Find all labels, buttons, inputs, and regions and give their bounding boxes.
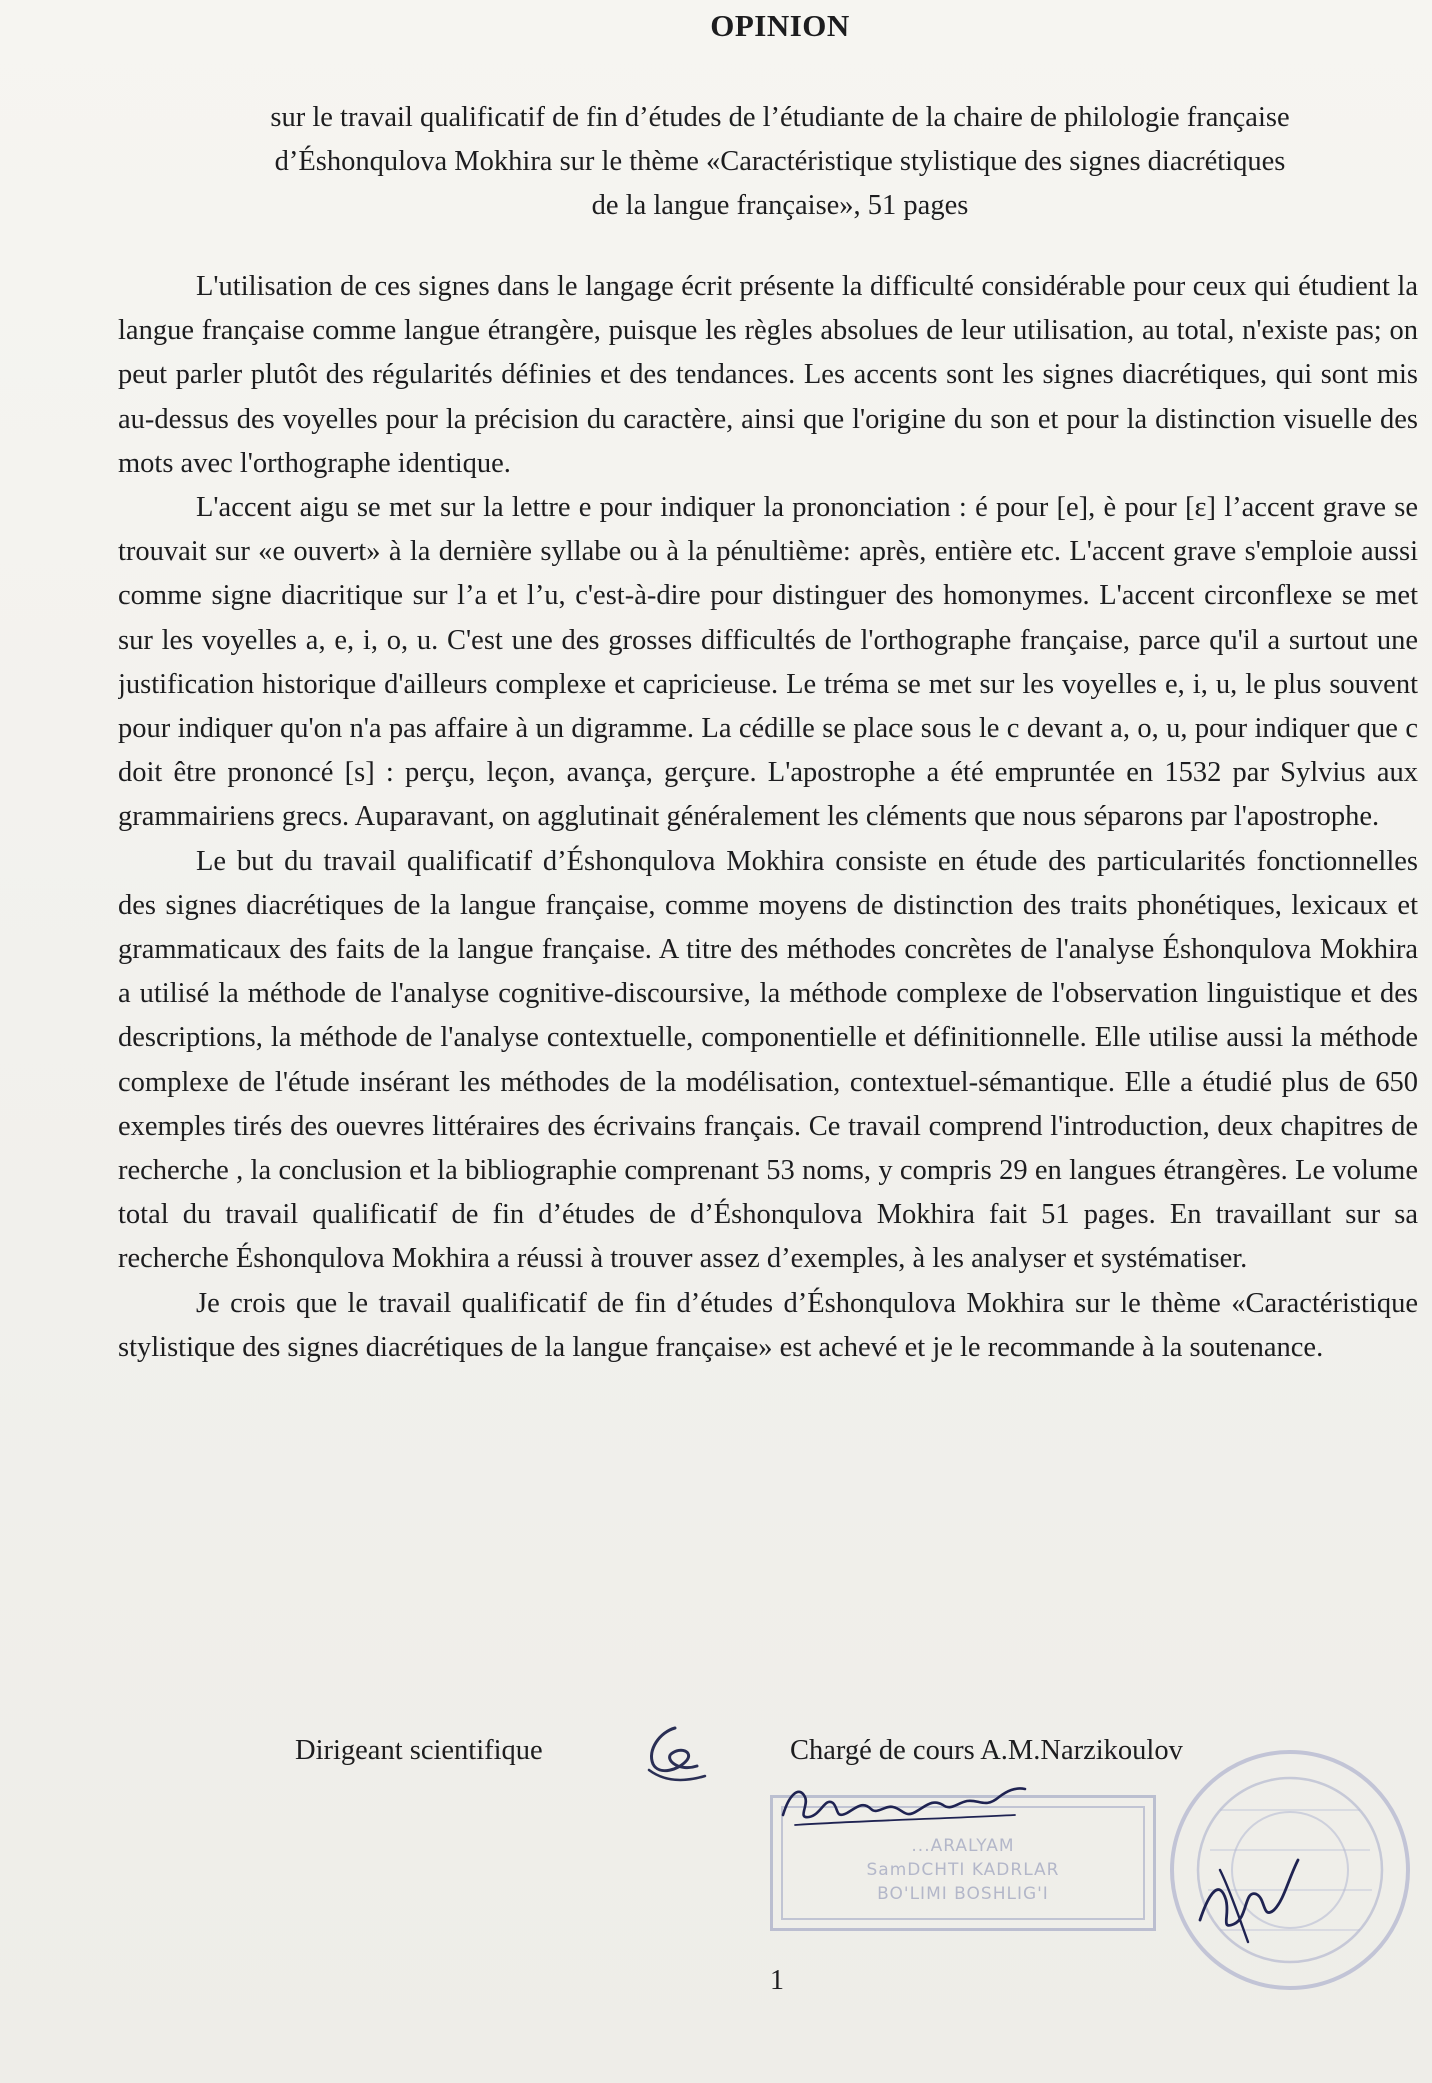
document-body [118,265,1432,1370]
stamp-line: BO'LIMI BOSHLIG'I [877,1884,1049,1904]
stamp-line: ...ARALYAM [911,1836,1015,1856]
document-title: OPINION [710,8,850,43]
paragraph: L'accent aigu se met sur la lettre e pour indiquer la prononciation : é pour [e], è pour [ɛ] l’accent grave se trouvait sur «e ouvert» à la dernière syllabe ou à la pénultième: après, entière etc. L'accent grave s'emploie aussi comme signe diacritique sur l’a et l’u, c'est-à-dire pour distinguer des homonymes. L'accent circonflexe se met sur les voyelles a, e, i, o, u. C'est une des grosses difficultés de l'orthographe française, parce qu'il a surtout une justification historique d'ailleurs complexe et capricieuse. Le tréma se met sur les voyelles e, i, u, le plus souvent pour indiquer qu'on n'a pas affaire à un digramme. La cédille se place sous le c devant a, o, u, pour indiquer que c doit être prononcé [s] : perçu, leçon, avança, gerçure. L'apostrophe a été empruntée en 1532 par Sylvius aux grammairiens grecs. Auparavant, on agglutinait généralement les cléments que nous séparons par l'apostrophe. [118,492,1418,833]
paragraph: L'utilisation de ces signes dans le langage écrit présente la difficulté considérable pour ceux qui étudient la langue française comme langue étrangère, puisque les règles absolues de leur utilisation, au total, n'existe pas; on peut parler plutôt des régularités définies et des tendances. Les accents sont les signes diacrétiques, qui sont mis au-dessus des voyelles pour la précision du caractère, ainsi que l'origine du son et pour la distinction visuelle des mots avec l'orthographe identique. [118,271,1418,479]
subtitle-line: de la langue française», 51 pages [591,190,969,221]
signatory-name-label: Chargé de cours A.M.Narzikoulov [790,1735,1183,1766]
initial-signature-icon [635,1720,715,1790]
countersignature-icon [1190,1850,1310,1950]
paragraph: Le but du travail qualificatif d’Éshonqulova Mokhira consiste en étude des particularités fonctionnelles des signes diacrétiques de la langue française, comme moyens de distinction des traits phonétiques, lexicaux et grammaticaux des faits de la langue française. A titre des méthodes concrètes de l'analyse Éshonqulova Mokhira a utilisé la méthode de l'analyse cognitive-discoursive, la méthode complexe de l'observation linguistique et des descriptions, la méthode de l'analyse contextuelle, componentielle et définitionnelle. Elle utilise aussi la méthode complexe de l'étude insérant les méthodes de la modélisation, contextuel-sémantique. Elle a étudié plus de 650 exemples tirés des ouevres littéraires des écrivains français. Ce travail comprend l'introduction, deux chapitres de recherche , la conclusion et la bibliographie comprenant 53 noms, y compris 29 en langues étrangères. Le volume total du travail qualificatif de fin d’études de d’Éshonqulova Mokhira fait 51 pages. En travaillant sur sa recherche Éshonqulova Mokhira a réussi à trouver assez d’exemples, à les analyser et systématiser. [118,845,1418,1275]
signatory-role-label: Dirigeant scientifique [295,1735,543,1766]
subtitle-line: d’Éshonqulova Mokhira sur le thème «Caractéristique stylistique des signes diacrétiques [274,146,1286,177]
document-subtitle [160,96,1400,228]
page-number: 1 [770,1965,784,1996]
handwritten-signature-icon [775,1775,1035,1835]
stamp-line: SamDCHTI KADRLAR [866,1860,1060,1880]
paragraph: Je crois que le travail qualificatif de fin d’études d’Éshonqulova Mokhira sur le thème «Caractéristique stylistique des signes diacrétiques de la langue française» est achevé et je le recommande à la soutenance. [118,1287,1418,1363]
subtitle-line: sur le travail qualificatif de fin d’études de l’étudiante de la chaire de philologie française [270,102,1290,133]
